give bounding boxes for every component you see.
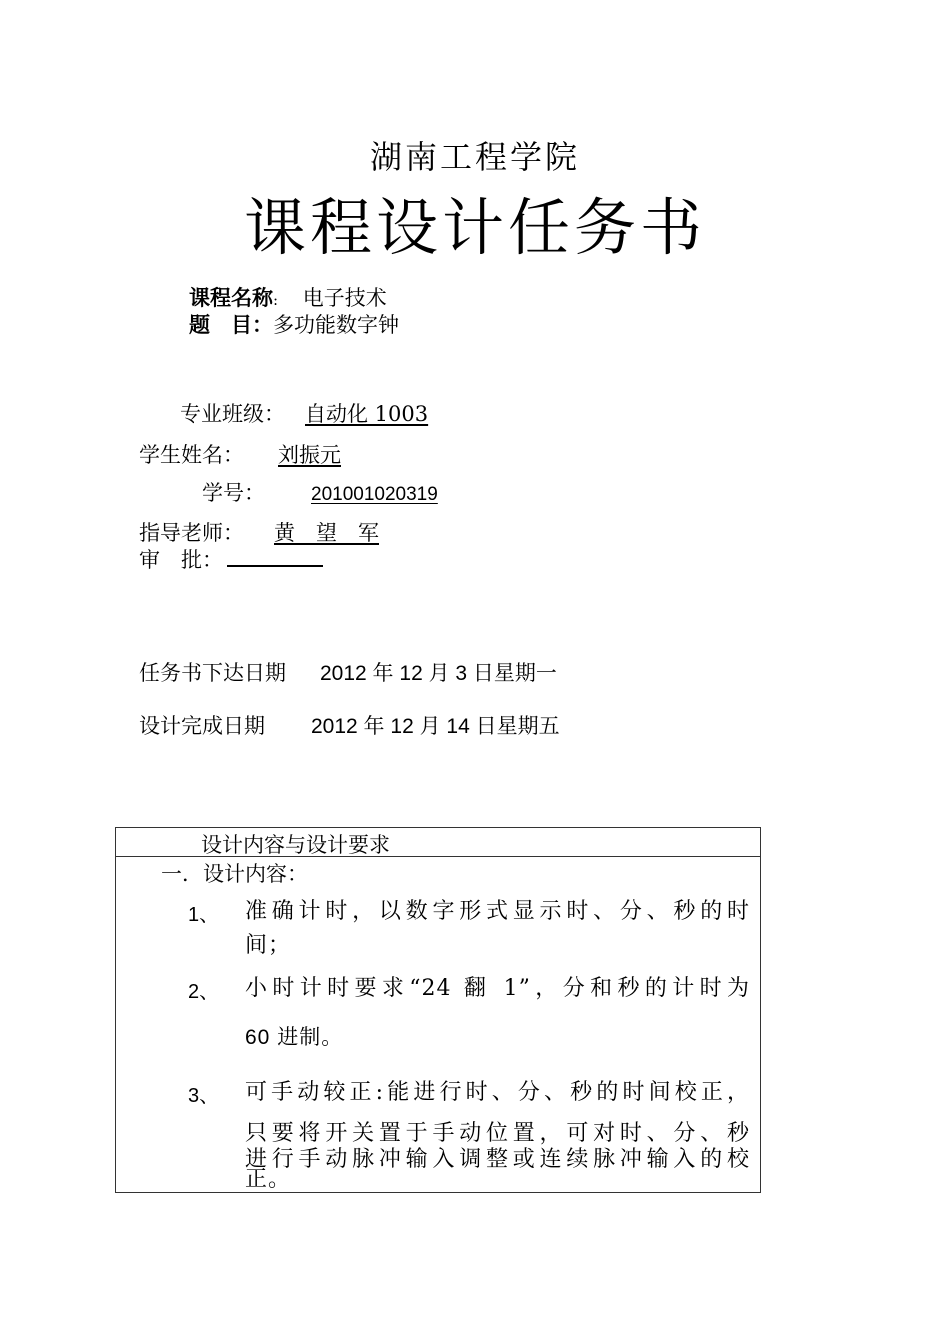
student-id-label: 学号： [202, 481, 265, 505]
course-name-label: 课程名称 [189, 285, 273, 310]
advisor-row [139, 517, 409, 547]
course-name-separator: : [273, 291, 279, 309]
student-name-value: 刘振元 [278, 443, 341, 467]
student-name-label: 学生姓名： [139, 443, 244, 467]
major-value: 自动化 1003 [305, 402, 429, 426]
issue-date-row [139, 657, 557, 687]
student-name-row [139, 439, 383, 469]
item-3-line-4: 正。 [245, 1167, 292, 1192]
item-1-line-2: 间； [245, 933, 292, 958]
student-id-value: 201001020319 [311, 484, 438, 505]
box-title: 设计内容与设计要求 [201, 833, 390, 857]
major-label: 专业班级： [180, 402, 285, 426]
item-2-line-2: 60 进制。 [245, 1026, 344, 1049]
course-name-value: 电子技术 [302, 286, 387, 310]
section-title: 一．设计内容： [161, 862, 308, 886]
student-id-row [202, 477, 440, 507]
finish-date-label: 设计完成日期 [139, 714, 265, 738]
finish-date-row [139, 710, 560, 740]
approval-row [139, 544, 323, 574]
approval-blank [227, 545, 323, 567]
advisor-label: 指导老师： [139, 521, 244, 545]
item-2-index: 2、 [188, 981, 220, 1003]
major-row [180, 398, 446, 428]
item-3-line-3: 进行手动脉冲输入调整或连续脉冲输入的校 [245, 1147, 750, 1172]
topic-label: 题 目： [189, 312, 273, 337]
school-name: 湖南工程学院 [369, 138, 580, 176]
advisor-value: 黄 望 军 [274, 521, 379, 545]
document-title: 课程设计任务书 [243, 191, 706, 264]
finish-date-value: 2012 年 12 月 14 日星期五 [311, 715, 560, 738]
item-1-line-1: 准确计时，以数字形式显示时、分、秒的时 [245, 899, 750, 924]
issue-date-label: 任务书下达日期 [139, 661, 286, 685]
item-2-line-1: 小时计时要求“24 翻 1”，分和秒的计时为 [245, 976, 750, 1001]
item-3-index: 3、 [188, 1085, 220, 1107]
requirements-box [115, 827, 761, 1193]
item-1-index: 1、 [188, 904, 220, 926]
course-name-row [189, 282, 387, 312]
topic-value: 多功能数字钟 [273, 313, 399, 337]
item-3-line-2: 只要将开关置于手动位置，可对时、分、秒 [245, 1121, 750, 1146]
issue-date-value: 2012 年 12 月 3 日星期一 [320, 662, 557, 685]
topic-row [189, 309, 399, 339]
item-3-line-1: 可手动较正:能进行时、分、秒的时间校正， [245, 1080, 750, 1105]
approval-label: 审 批： [139, 548, 223, 572]
